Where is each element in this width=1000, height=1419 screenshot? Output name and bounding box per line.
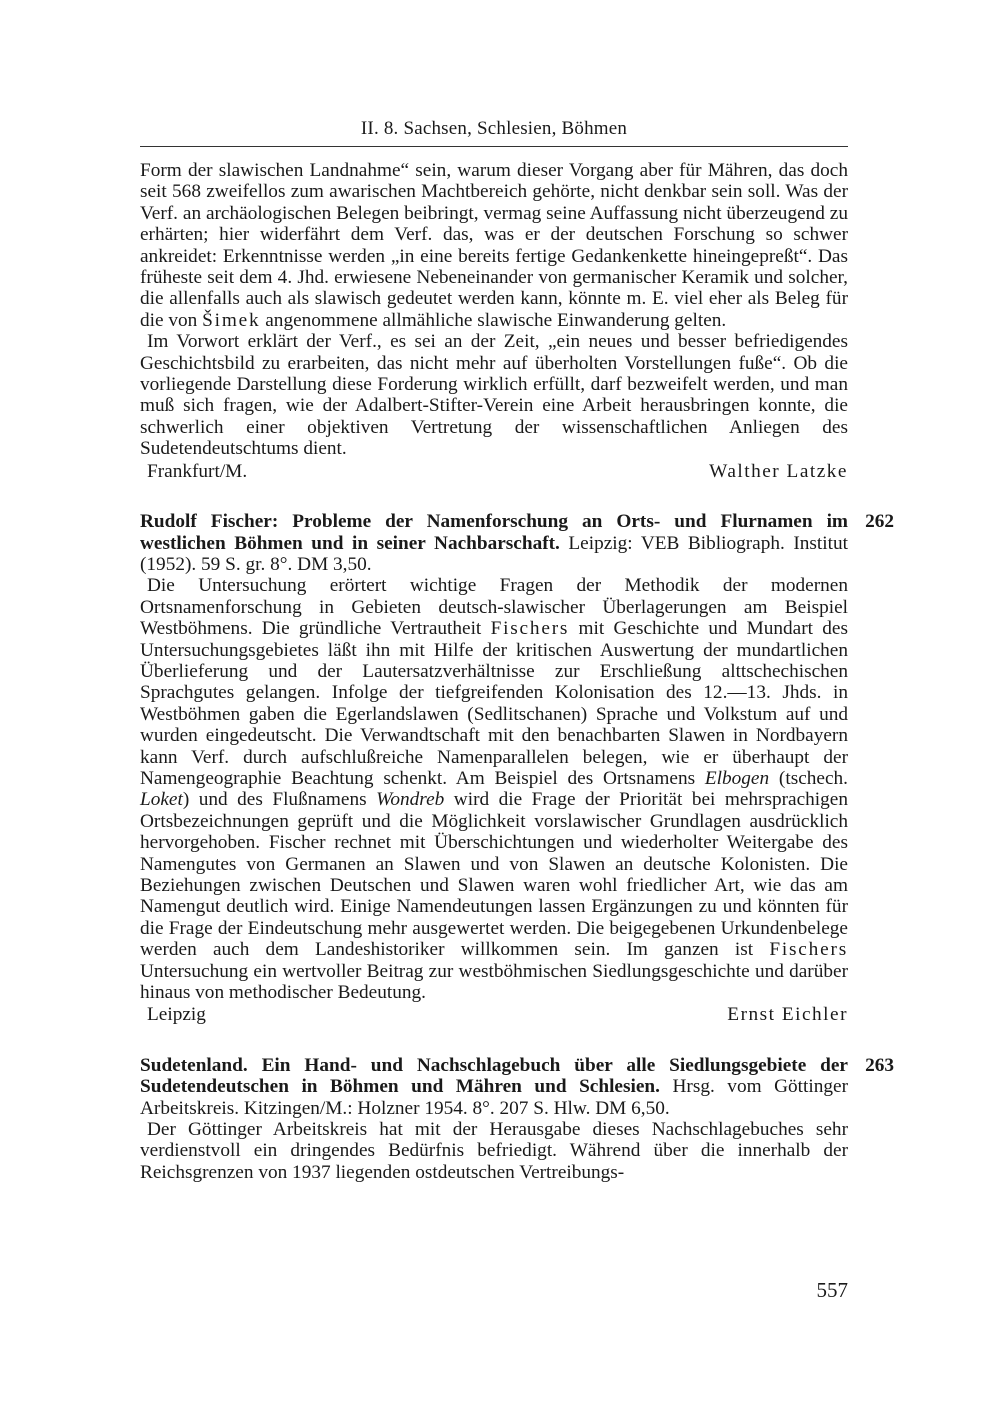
running-header: II. 8. Sachsen, Schlesien, Böhmen	[360, 118, 628, 139]
bibliography-entry-262	[140, 511, 894, 1026]
review-place: Frankfurt/M.	[147, 460, 248, 482]
entry-number: 263	[865, 1054, 894, 1076]
bibliography-entry-263	[140, 1054, 894, 1183]
reviewer-name: Ernst Eichler	[727, 1004, 848, 1026]
review-paragraph: Im Vorwort erklärt der Verf., es sei an der Zeit, „ein neues und besser befriedigendes Geschichtsbild zu erarbeiten, das nicht mehr auf überholten Vorstellungen fuße“. Ob die vorliegende Darstellung diese Forderung wirklich erfüllt, darf bezweifelt werden, und man muß sich fragen, wie der Adalbert-Stifter-Verein eine Arbeit herausbringen konnte, die schwerlich einer objektiven Vertretung der wissenschaftlichen Anliegen des Sudetendeutschtums dient.	[140, 331, 848, 460]
review-place: Leipzig	[147, 1004, 206, 1026]
page-body	[140, 160, 894, 1183]
review-signature	[140, 1004, 848, 1025]
author-name: Šimek	[202, 309, 261, 331]
review-paragraph: Form der slawischen Landnahme“ sein, warum dieser Vorgang aber für Mähren, das doch seit 568 zweifellos zum awarischen Machtbereich gehörte, nicht denkbar sein soll. Was der Verf. an archäologischen Belegen beibringt, vermag seine Auffassung nicht überzeugend zu erhärten; hier widerfährt dem Verf. das, was er der deutschen Forschung so schwer ankreidet: Erkenntnisse werden „in eine bereits fertige Gedankenkette hineingepreßt“. Das früheste seit dem 4. Jhd. erwiesene Nebeneinander von germanischer Keramik und solcher, die allenfalls auch als slawisch gedeutet werden kann, könnte m. E. viel eher als Beleg für die von Šimek angenommene allmähliche slawische Einwanderung gelten.	[140, 160, 848, 331]
review-paragraph: Der Göttinger Arbeitskreis hat mit der Herausgabe dieses Nachschlagebuches sehr verdienstvoll ein dringendes Bedürfnis befriedigt. Während über die innerhalb der Reichsgrenzen von 1937 liegenden ostdeutschen Vertreibungs-	[140, 1119, 848, 1183]
entry-number: 262	[865, 511, 894, 533]
entry-title: Sudetenland. Ein Hand- und Nachschlagebuch über alle Siedlungsgebiete der Sudetendeutschen in Böhmen und Mähren und Schlesien. Hrsg. vom Göttinger Arbeitskreis. Kitzingen/M.: Holzner 1954. 8°. 207 S. Hlw. DM 6,50.	[140, 1054, 848, 1119]
page-number: 557	[816, 1278, 848, 1302]
reviewer-name: Walther Latzke	[709, 460, 848, 482]
review-signature	[140, 461, 848, 482]
header-rule	[140, 146, 848, 147]
review-paragraph: Die Untersuchung erörtert wichtige Fragen der Methodik der modernen Ortsnamenforschung in Gebieten deutsch-slawischer Überlagerungen am Beispiel Westböhmens. Die gründliche Vertrautheit Fischers mit Geschichte und Mundart des Untersuchungsgebietes läßt ihn mit Hilfe der kritischen Auswertung der mundartlichen Überlieferung und der Lautersatzverhältnisse zur Erschließung alttschechischen Sprachgutes gelangen. Infolge der tiefgreifenden Kolonisation des 12.—13. Jhds. in Westböhmen gaben die Egerlandslawen (Sedlitschanen) Sprache und Volkstum auf und wurden eingedeutscht. Die Verwandtschaft mit den benachbarten Slawen in Nordbayern kann Verf. durch aufschlußreiche Namenparallelen belegen, wie er überhaupt der Namengeographie Beachtung schenkt. Am Beispiel des Ortsnamens Elbogen (tschech. Loket) und des Flußnamens Wondreb wird die Frage der Priorität bei mehrsprachigen Ortsbezeichnungen geprüft und die Möglichkeit vorslawischer Grundlagen ausdrücklich hervorgehoben. Fischer rechnet mit Überschichtungen und wiederholter Weitergabe des Namengutes von Germanen an Slawen und von Slawen an deutsche Kolonisten. Die Beziehungen zwischen Deutschen und Slawen waren wohl friedlicher Art, wie das am Namengut deutlich wird. Einige Namendeutungen lassen Ergänzungen zu und könnten für die Frage der Eindeutschung mehr ausgewertet werden. Die beigegebenen Urkundenbelege werden auch dem Landeshistoriker willkommen sein. Im ganzen ist Fischers Untersuchung ein wertvoller Beitrag zur westböhmischen Siedlungsgeschichte und darüber hinaus von methodischer Bedeutung.	[140, 575, 848, 1004]
entry-title: Rudolf Fischer: Probleme der Namenforschung an Orts- und Flurnamen im westlichen Böhmen und in seiner Nachbarschaft. Leipzig: VEB Bibliograph. Institut (1952). 59 S. gr. 8°. DM 3,50.	[140, 511, 848, 575]
